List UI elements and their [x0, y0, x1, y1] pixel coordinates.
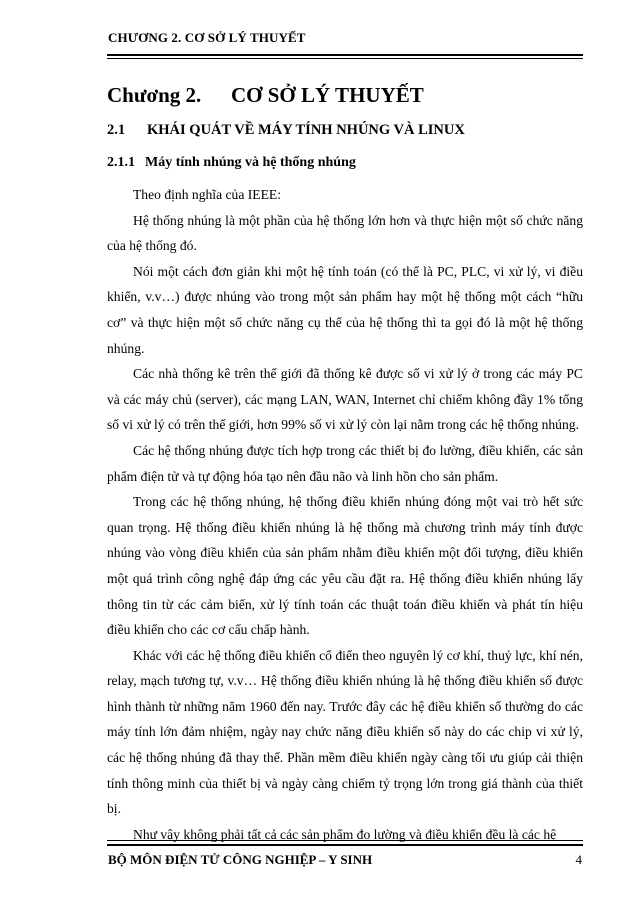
header-rule-thick: [107, 54, 583, 56]
header-rule-thin: [107, 58, 583, 59]
subsection-title: Máy tính nhúng và hệ thống nhúng: [145, 155, 356, 170]
section-heading: [107, 121, 465, 139]
page-number: 4: [575, 852, 582, 867]
paragraph: Các nhà thống kê trên thế giới đã thống kê được số vi xử lý ở trong các máy PC và các máy chủ (server), các mạng LAN, WAN, Internet chỉ chiếm không đầy 1% tổng số vi xử lý có trên thế giới, hơn 99% số vi xử lý còn lại nằm trong các hệ thống nhúng.: [107, 366, 583, 433]
footer-department: BỘ MÔN ĐIỆN TỬ CÔNG NGHIỆP – Y SINH: [108, 852, 373, 867]
paragraph: Nói một cách đơn giản khi một hệ tính toán (có thể là PC, PLC, vi xử lý, vi điều khiển, v.v…) được nhúng vào trong một sản phẩm hay một hệ thống một cách “hữu cơ” và thực hiện một số chức năng cụ thể của hệ thống thì ta gọi đó là một hệ thống nhúng.: [107, 263, 583, 356]
section-number: 2.1: [107, 122, 126, 138]
subsection-heading: [107, 154, 356, 172]
subsection-number: 2.1.1: [107, 155, 135, 170]
chapter-heading-text: CƠ SỞ LÝ THUYẾT: [231, 83, 424, 107]
paragraph: Các hệ thống nhúng được tích hợp trong các thiết bị đo lường, điều khiển, các sản phẩm điện tử và tự động hóa tạo nên đầu não và linh hồn cho sản phẩm.: [107, 442, 583, 484]
chapter-number: Chương 2.: [107, 83, 202, 107]
running-header: CHƯƠNG 2. CƠ SỞ LÝ THUYẾT: [108, 30, 306, 45]
paragraph: Khác với các hệ thống điều khiển cổ điển theo nguyên lý cơ khí, thuỷ lực, khí nén, relay, mạch tương tự, v.v… Hệ thống điều khiển nhúng là hệ thống điều khiển số được hình thành từ những năm 1960 đến nay. Trước đây các hệ điều khiển số thường do các máy tính lớn đảm nhiệm, ngày nay chức năng điều khiển số này do các chip vi xử lý, các hệ thống nhúng đã thay thế. Phần mềm điều khiển ngày càng tối ưu giúp cải thiện tính thông minh của thiết bị và ngày càng chiếm tỷ trọng lớn trong giá thành của thiết bị.: [107, 647, 583, 817]
chapter-title: [107, 82, 424, 108]
body-text: [107, 182, 583, 847]
footer-rule-thick: [107, 844, 583, 846]
footer-rule-thin: [107, 840, 583, 841]
paragraph: Trong các hệ thống nhúng, hệ thống điều khiển nhúng đóng một vai trò hết sức quan trọng. Hệ thống điều khiển nhúng là hệ thống mà chương trình máy tính được nhúng vào vòng điều khiển của sản phẩm nhằm điều khiển một đối tượng, điều khiển một quá trình công nghệ đáp ứng các yêu cầu đặt ra. Hệ thống điều khiển nhúng lấy thông tin từ các cảm biến, xử lý tính toán các thuật toán điều khiển và phát tín hiệu điều khiển cho các cơ cấu chấp hành.: [107, 494, 583, 638]
paragraph: Theo định nghĩa của IEEE:: [133, 187, 281, 202]
section-title: KHÁI QUÁT VỀ MÁY TÍNH NHÚNG VÀ LINUX: [147, 122, 465, 138]
paragraph: Hệ thống nhúng là một phần của hệ thống lớn hơn và thực hiện một số chức năng của hệ thống đó.: [107, 212, 583, 254]
paragraph: Như vậy không phải tất cả các sản phẩm đo lường và điều khiển đều là các hệ: [133, 826, 557, 842]
